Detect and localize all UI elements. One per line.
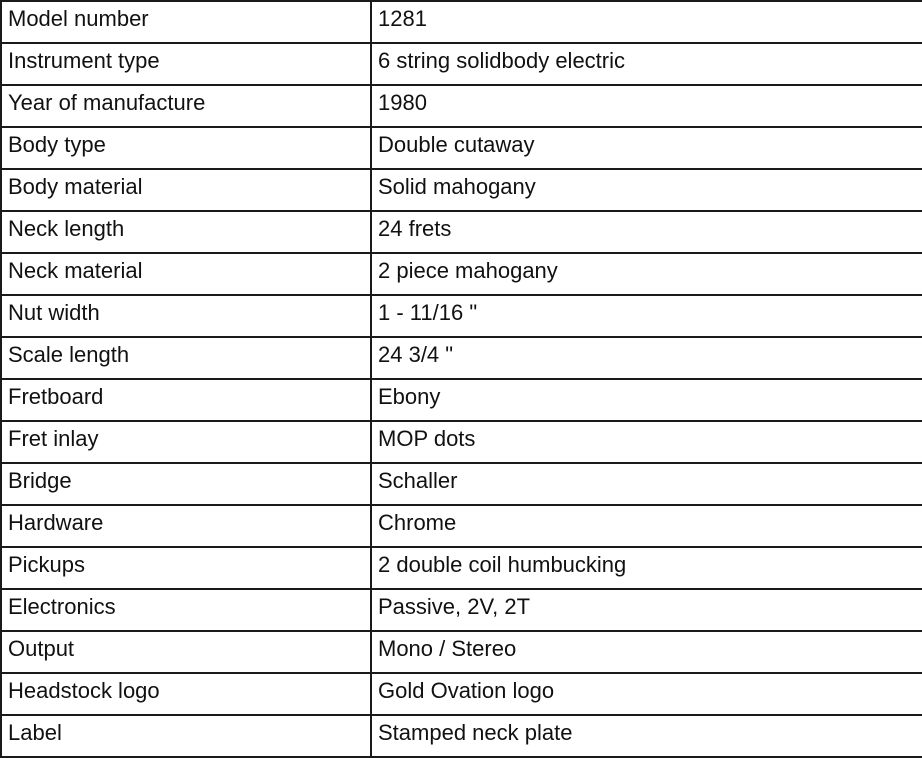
table-row — [1, 547, 922, 589]
row-label: Headstock logo — [1, 673, 371, 715]
row-label: Bridge — [1, 463, 371, 505]
table-row — [1, 295, 922, 337]
table-row — [1, 463, 922, 505]
row-label: Year of manufacture — [1, 85, 371, 127]
row-label: Body material — [1, 169, 371, 211]
row-label: Instrument type — [1, 43, 371, 85]
table-row — [1, 379, 922, 421]
row-value: 1 - 11/16 " — [371, 295, 922, 337]
row-label: Body type — [1, 127, 371, 169]
row-value: 1281 — [371, 1, 922, 43]
table-row — [1, 421, 922, 463]
table-row — [1, 631, 922, 673]
row-value: Double cutaway — [371, 127, 922, 169]
row-value: Chrome — [371, 505, 922, 547]
row-value: Passive, 2V, 2T — [371, 589, 922, 631]
row-label: Label — [1, 715, 371, 757]
table-row — [1, 85, 922, 127]
row-label: Electronics — [1, 589, 371, 631]
table-row — [1, 589, 922, 631]
row-value: 2 piece mahogany — [371, 253, 922, 295]
row-label: Model number — [1, 1, 371, 43]
table-row — [1, 253, 922, 295]
row-label: Fret inlay — [1, 421, 371, 463]
row-value: 1980 — [371, 85, 922, 127]
row-value: 6 string solidbody electric — [371, 43, 922, 85]
row-value: Ebony — [371, 379, 922, 421]
table-row — [1, 715, 922, 757]
table-row — [1, 1, 922, 43]
row-value: MOP dots — [371, 421, 922, 463]
row-label: Output — [1, 631, 371, 673]
row-label: Hardware — [1, 505, 371, 547]
row-label: Fretboard — [1, 379, 371, 421]
row-value: Mono / Stereo — [371, 631, 922, 673]
row-label: Nut width — [1, 295, 371, 337]
row-label: Neck material — [1, 253, 371, 295]
table-row — [1, 211, 922, 253]
row-label: Neck length — [1, 211, 371, 253]
row-label: Pickups — [1, 547, 371, 589]
table-row — [1, 337, 922, 379]
table-row — [1, 43, 922, 85]
row-value: Schaller — [371, 463, 922, 505]
row-value: Solid mahogany — [371, 169, 922, 211]
row-value: Stamped neck plate — [371, 715, 922, 757]
row-value: 2 double coil humbucking — [371, 547, 922, 589]
table-row — [1, 169, 922, 211]
row-value: 24 frets — [371, 211, 922, 253]
table-row — [1, 127, 922, 169]
row-value: Gold Ovation logo — [371, 673, 922, 715]
row-label: Scale length — [1, 337, 371, 379]
table-row — [1, 673, 922, 715]
table-row — [1, 505, 922, 547]
row-value: 24 3/4 " — [371, 337, 922, 379]
spec-table-body — [1, 1, 922, 757]
